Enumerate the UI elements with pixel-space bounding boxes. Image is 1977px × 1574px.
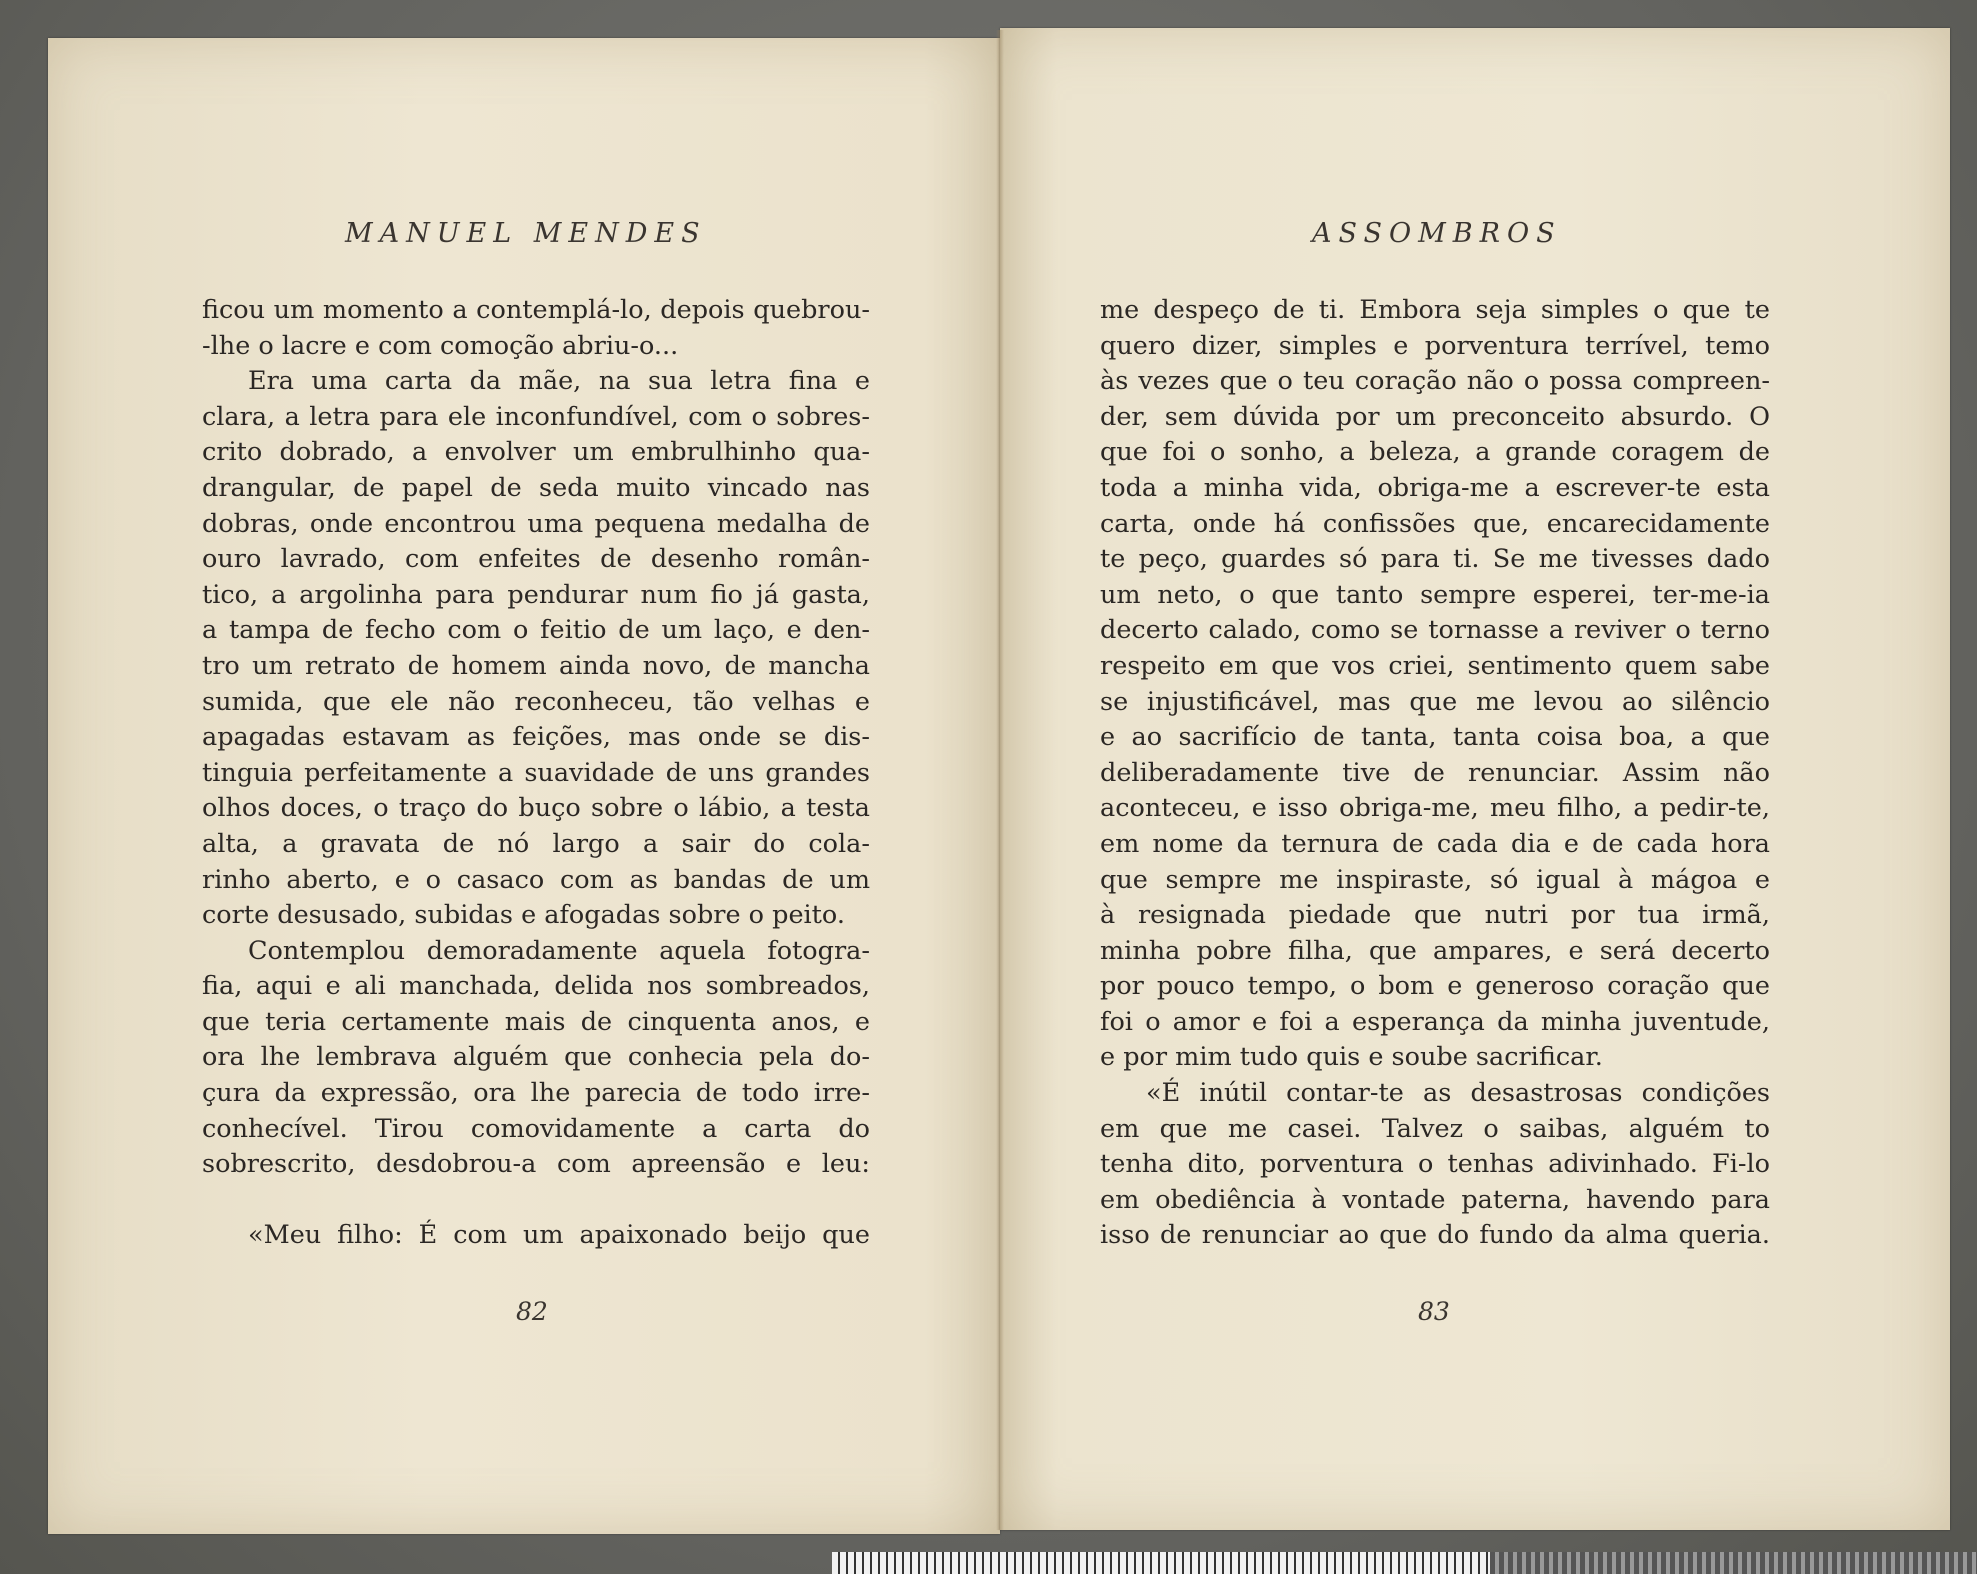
- text-line: respeito em que vos criei, sentimento quem sabe: [1100, 650, 1770, 681]
- text-line: a tampa de fecho com o feitio de um laço, e den-: [202, 615, 870, 646]
- text-line: Era uma carta da mãe, na sua letra fina e: [248, 366, 870, 397]
- text-line: der, sem dúvida por um preconceito absurdo. O: [1100, 401, 1770, 432]
- text-line: dobras, onde encontrou uma pequena medalha de: [202, 508, 870, 539]
- text-line: e ao sacrifício de tanta, tanta coisa boa, a que: [1100, 722, 1770, 753]
- running-head-right: ASSOMBROS: [1312, 218, 1562, 249]
- text-line: rinho aberto, e o casaco com as bandas de um: [202, 864, 870, 895]
- text-line: clara, a letra para ele inconfundível, com o sobres-: [202, 401, 870, 432]
- text-line: ora lhe lembrava alguém que conhecia pela do-: [202, 1042, 870, 1073]
- text-line: à resignada piedade que nutri por tua irmã,: [1100, 900, 1770, 931]
- running-head-left: MANUEL MENDES: [345, 218, 707, 249]
- page-number-left: 82: [516, 1297, 548, 1326]
- text-line: que sempre me inspiraste, só igual à mágoa e: [1100, 864, 1770, 895]
- text-line: ficou um momento a contemplá-lo, depois quebrou-: [202, 295, 870, 325]
- text-line: corte desusado, subidas e afogadas sobre o peito.: [202, 900, 845, 931]
- text-line: em que me casei. Talvez o saibas, alguém to: [1100, 1113, 1770, 1144]
- text-line: «Meu filho: É com um apaixonado beijo que: [248, 1220, 870, 1251]
- text-line: sobrescrito, desdobrou-a com apreensão e leu:: [202, 1149, 870, 1180]
- book-spine: [996, 30, 1004, 1530]
- text-line: apagadas estavam as feições, mas onde se dis-: [202, 722, 870, 753]
- text-line: tro um retrato de homem ainda novo, de mancha: [202, 650, 870, 681]
- text-line: e por mim tudo quis e soube sacrificar.: [1100, 1042, 1603, 1073]
- text-line: ouro lavrado, com enfeites de desenho român-: [202, 544, 870, 575]
- text-line: em nome da ternura de cada dia e de cada hora: [1100, 828, 1770, 859]
- text-line: alta, a gravata de nó largo a sair do cola-: [202, 828, 870, 859]
- text-line: em obediência à vontade paterna, havendo para: [1100, 1184, 1770, 1215]
- text-line: minha pobre filha, que ampares, e será decerto: [1100, 935, 1770, 966]
- right-page-text: [1100, 293, 1770, 1254]
- color-scale-bar: [1490, 1552, 1977, 1574]
- text-line: çura da expressão, ora lhe parecia de todo irre-: [202, 1078, 870, 1109]
- text-line: fia, aqui e ali manchada, delida nos sombreados,: [202, 971, 870, 1002]
- text-line: «É inútil contar-te as desastrosas condições: [1146, 1078, 1770, 1109]
- text-line: que foi o sonho, a beleza, a grande coragem de: [1100, 437, 1770, 468]
- text-line: isso de renunciar ao que do fundo da alma queria.: [1100, 1220, 1770, 1251]
- left-page-text: [202, 293, 870, 1254]
- text-line: tenha dito, porventura o tenhas adivinhado. Fi-lo: [1100, 1149, 1770, 1180]
- text-line: toda a minha vida, obriga-me a escrever-te esta: [1100, 472, 1770, 503]
- text-line: carta, onde há confissões que, encarecidamente: [1100, 508, 1770, 539]
- page-number-right: 83: [1418, 1297, 1450, 1326]
- text-line: que teria certamente mais de cinquenta anos, e: [202, 1006, 870, 1037]
- text-line: olhos doces, o traço do buço sobre o lábio, a testa: [202, 793, 870, 824]
- text-line: tico, a argolinha para pendurar num fio já gasta,: [202, 579, 870, 610]
- text-line: decerto calado, como se tornasse a reviver o terno: [1100, 615, 1770, 646]
- text-line: às vezes que o teu coração não o possa compreen-: [1100, 366, 1770, 397]
- text-line: tinguia perfeitamente a suavidade de uns grandes: [202, 757, 870, 788]
- text-line: Contemplou demoradamente aquela fotogra-: [248, 935, 870, 966]
- text-line: aconteceu, e isso obriga-me, meu filho, a pedir-te,: [1100, 793, 1770, 824]
- text-line: foi o amor e foi a esperança da minha juventude,: [1100, 1006, 1770, 1037]
- text-line: -lhe o lacre e com comoção abriu-o...: [202, 330, 679, 361]
- text-line: crito dobrado, a envolver um embrulhinho qua-: [202, 437, 870, 468]
- text-line: um neto, o que tanto sempre esperei, ter-me-ia: [1100, 579, 1770, 610]
- text-line: me despeço de ti. Embora seja simples o que te: [1100, 295, 1770, 325]
- text-line: quero dizer, simples e porventura terrível, temo: [1100, 330, 1770, 361]
- text-line: deliberadamente tive de renunciar. Assim não: [1100, 757, 1770, 788]
- text-line: se injustificável, mas que me levou ao silêncio: [1100, 686, 1770, 717]
- text-line: conhecível. Tirou comovidamente a carta do: [202, 1113, 870, 1144]
- text-line: sumida, que ele não reconheceu, tão velhas e: [202, 686, 870, 717]
- text-line: por pouco tempo, o bom e generoso coração que: [1100, 971, 1770, 1002]
- text-line: drangular, de papel de seda muito vincado nas: [202, 472, 870, 503]
- text-line: te peço, guardes só para ti. Se me tivesses dado: [1100, 544, 1770, 575]
